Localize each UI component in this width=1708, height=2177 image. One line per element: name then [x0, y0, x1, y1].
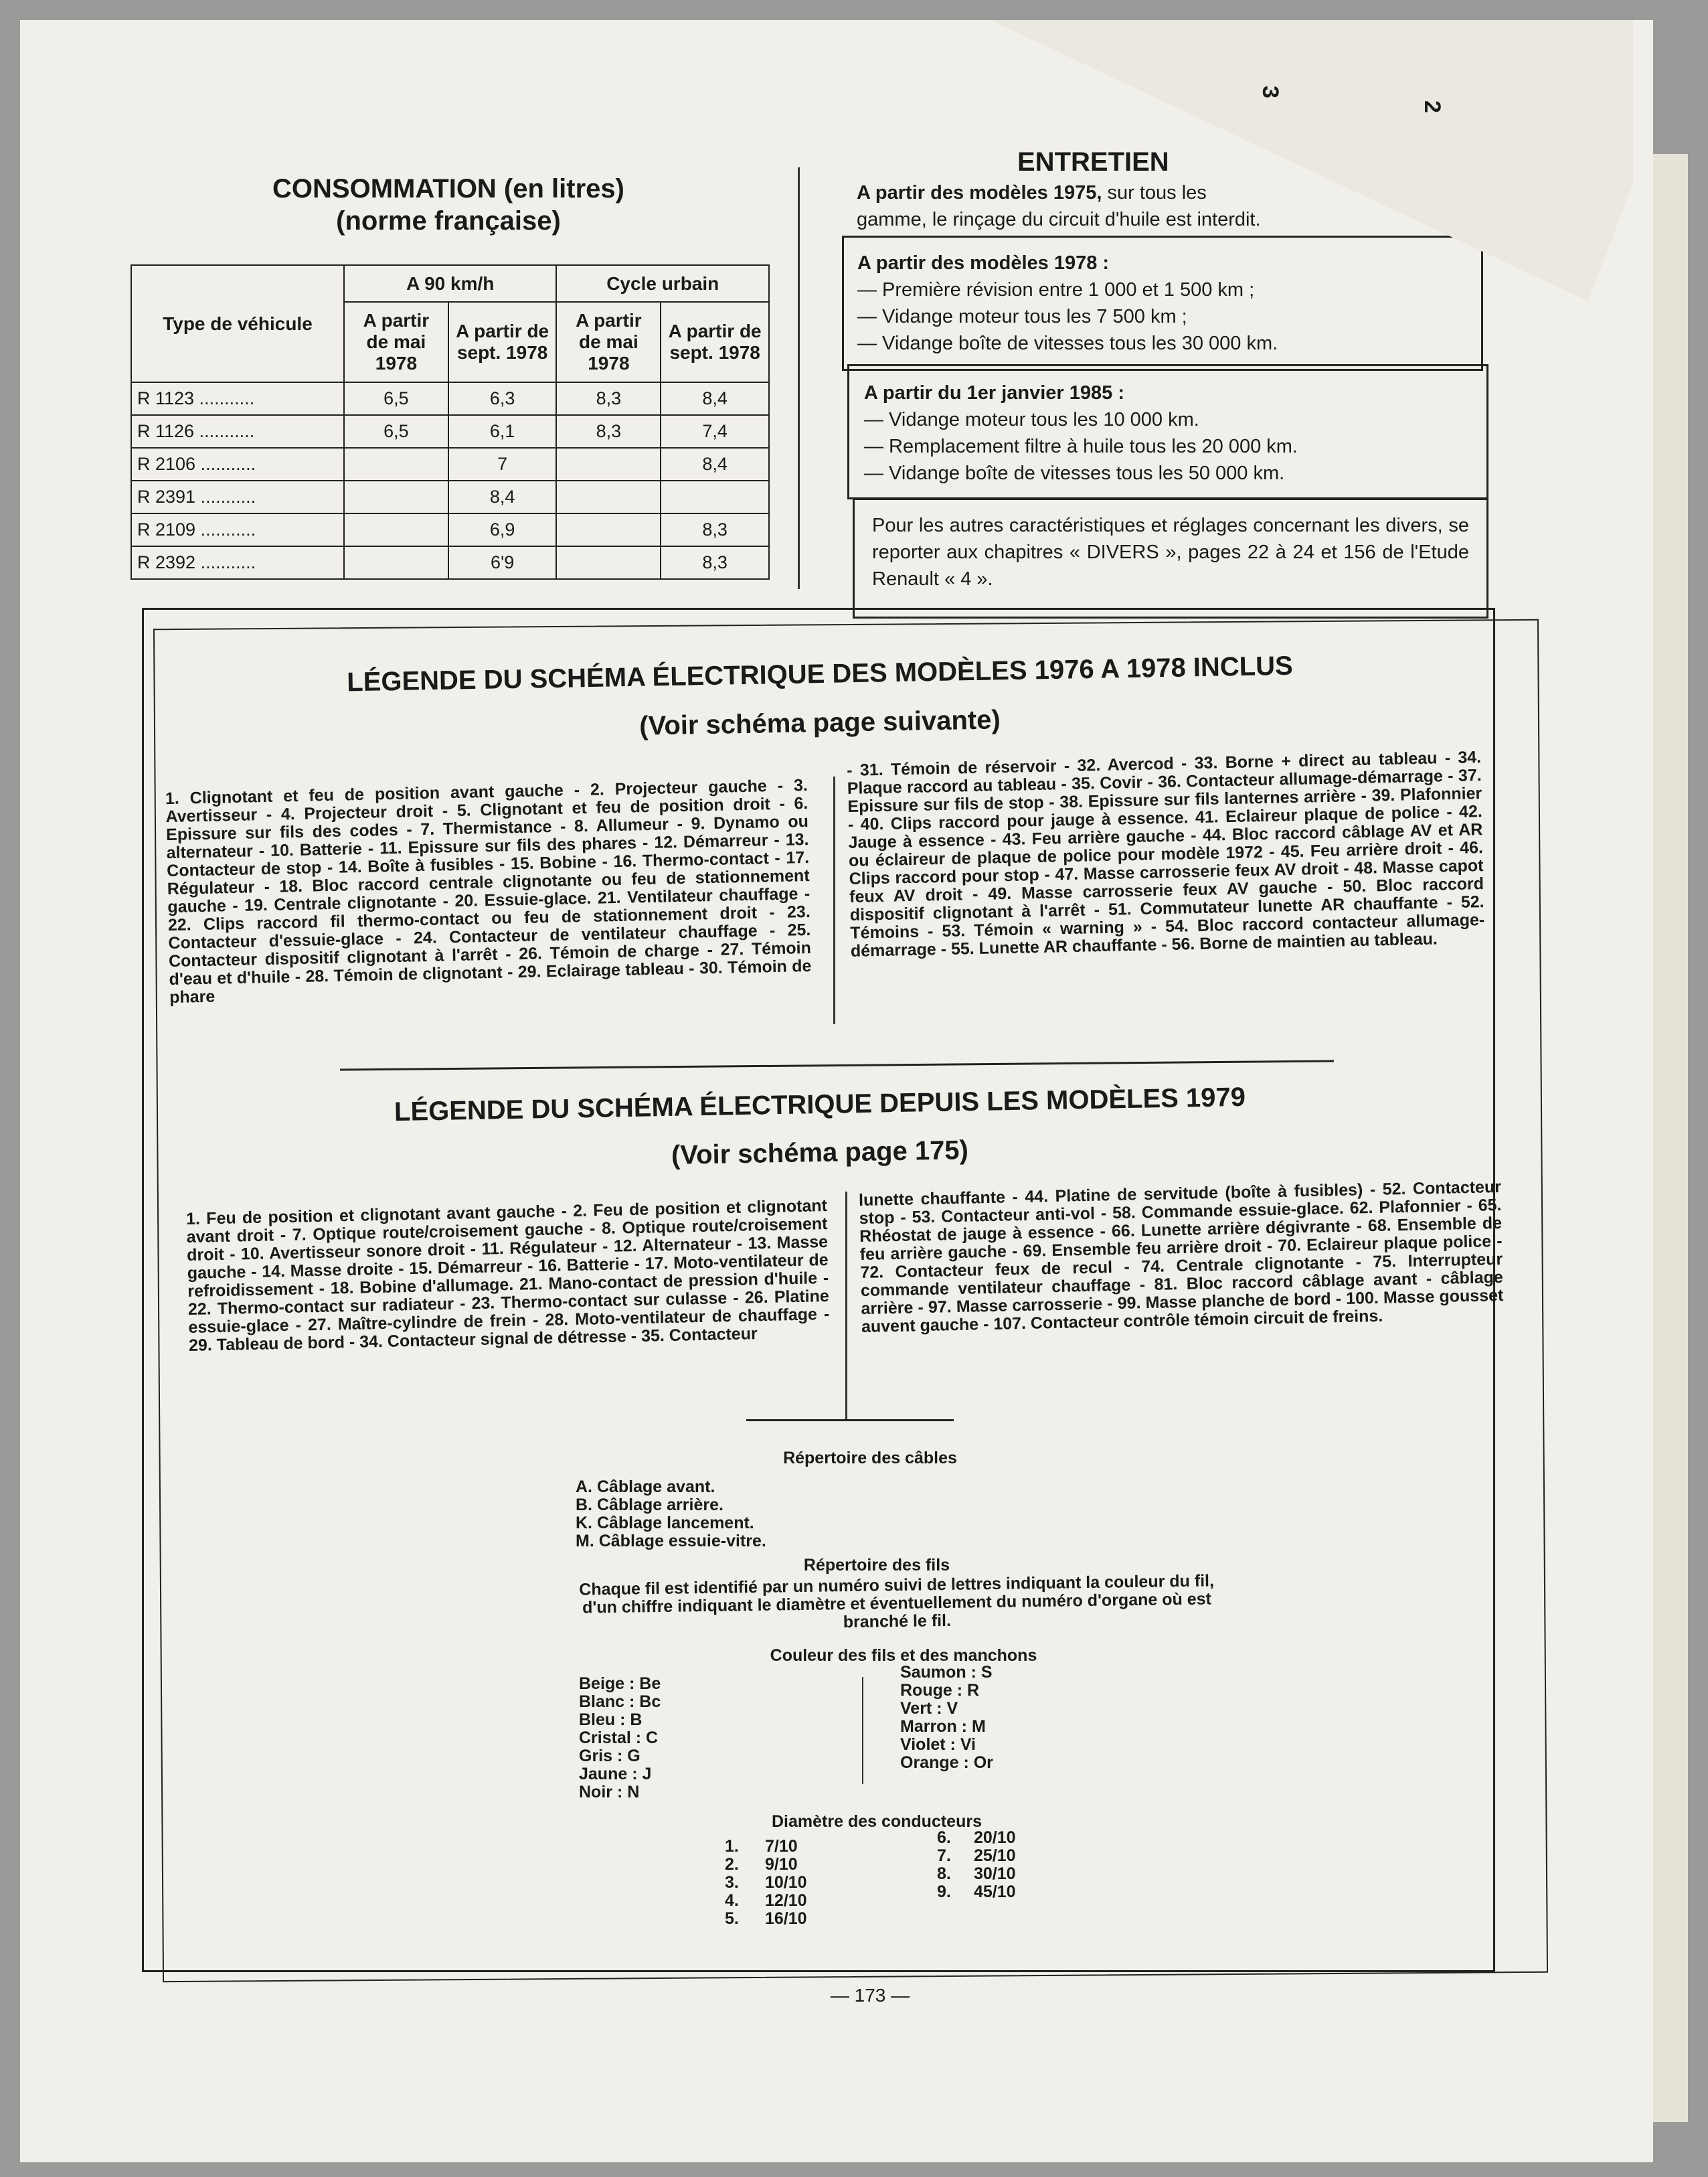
- value-cell: 8,4: [661, 382, 769, 415]
- diameter-number: 5.: [725, 1909, 739, 1928]
- header-cycle-urbain: Cycle urbain: [556, 265, 769, 302]
- diametre-right-num: [937, 1829, 970, 1901]
- entretien-box-1985: [847, 364, 1488, 499]
- color-code: Cristal : C: [579, 1728, 659, 1747]
- value-cell: 7: [448, 448, 557, 481]
- diameter-number: 4.: [725, 1891, 739, 1910]
- legend1-left-column: 1. Clignotant et feu de position avant gauche - 2. Projecteur gauche - 3. Avertisseur - 4. Projecteur droit - 5. Clignotant et feu de position droit - 6. Epissure sur fils des codes - 7. Thermistance - 8. Allumeur - 9. Dynamo ou alternateur - 10. Batterie - 11. Epissure sur fils des phares - 12. Démarreur - 13. Contacteur de stop - 14. Boîte à fusibles - 15. Bobine - 16. Thermo-contact - 17. Régulateur - 18. Bloc raccord centrale clignotante ou feu de stationnement gauche - 19. Centrale clignotante - 20. Essuie-glace. 21. Ventilateur chauffage - 22. Clips raccord fil thermo-contact ou feu de stationnement droit - 23. Contacteur d'essuie-glace - 24. Contacteur de ventilateur chauffage - 25. Contacteur dispositif clignotant à l'arrêt - 26. Témoin de charge - 27. Témoin d'eau et d'huile - 28. Témoin de clignotant - 29. Eclairage tableau - 30. Témoin de phare: [165, 775, 812, 1007]
- diametre-right-val: [974, 1829, 1054, 1901]
- color-code: Beige : Be: [579, 1674, 661, 1693]
- entretien-intro-rest: sur tous les: [1107, 182, 1207, 204]
- column-divider: [798, 167, 800, 589]
- value-cell: [556, 513, 661, 546]
- diameter-value: 9/10: [765, 1855, 798, 1874]
- color-code: Violet : Vi: [900, 1735, 976, 1754]
- value-cell: [344, 513, 448, 546]
- cable-item: A. Câblage avant.: [576, 1477, 715, 1496]
- diametre-left-num: [725, 1838, 758, 1928]
- value-cell: 6'9: [448, 546, 557, 579]
- diametre-left-val: [765, 1838, 845, 1928]
- value-cell: 8,3: [556, 415, 661, 448]
- couleurs-left: [579, 1675, 746, 1801]
- box-item: — Première révision entre 1 000 et 1 500 km ;: [857, 279, 1255, 301]
- color-code: Saumon : S: [900, 1663, 993, 1682]
- couleurs-right: [900, 1664, 1068, 1772]
- diameter-number: 7.: [937, 1846, 951, 1865]
- vehicle-type: R 1126 ...........: [131, 415, 344, 448]
- diameter-number: 9.: [937, 1882, 951, 1901]
- cable-item: B. Câblage arrière.: [576, 1496, 723, 1514]
- diametre-title: Diamètre des conducteurs: [772, 1812, 982, 1831]
- table-row: [131, 382, 769, 415]
- vehicle-type: R 2392 ...........: [131, 546, 344, 579]
- value-cell: 7,4: [661, 415, 769, 448]
- consumption-title: [187, 173, 709, 237]
- cables-title: Répertoire des câbles: [783, 1449, 957, 1467]
- value-cell: [661, 481, 769, 513]
- box-title: A partir des modèles 1978 :: [857, 252, 1110, 274]
- diameter-number: 1.: [725, 1837, 739, 1856]
- cables-list: [576, 1478, 910, 1550]
- box-item: — Vidange boîte de vitesses tous les 30 000 km.: [857, 333, 1278, 354]
- color-code: Gris : G: [579, 1747, 640, 1765]
- table-row: [131, 448, 769, 481]
- diameter-value: 20/10: [974, 1828, 1016, 1847]
- diameter-value: 45/10: [974, 1882, 1016, 1901]
- value-cell: 8,4: [448, 481, 557, 513]
- value-cell: [344, 481, 448, 513]
- diameter-value: 25/10: [974, 1846, 1016, 1865]
- consumption-title-line2: (norme française): [336, 206, 561, 236]
- legend1-title: LÉGENDE DU SCHÉMA ÉLECTRIQUE DES MODÈLES 1976 A 1978 INCLUS: [346, 651, 1294, 698]
- header-90kmh: A 90 km/h: [344, 265, 556, 302]
- value-cell: 6,5: [344, 415, 448, 448]
- box-item: — Remplacement filtre à huile tous les 20 000 km.: [864, 436, 1298, 457]
- box-item: — Vidange boîte de vitesses tous les 50 000 km.: [864, 463, 1285, 484]
- legend1-right-column: - 31. Témoin de réservoir - 32. Avercod - 33. Borne + direct au tableau - 34. Plaque raccord au tableau - 35. Covir - 36. Contacteur allumage-démarrage - 37. Epissure sur fils de stop - 38. Epissure sur fils lanternes arrière - 39. Plafonnier - 40. Clips raccord pour jauge à essence. 41. Eclaireur plaque de police - 42. Jauge à essence - 43. Feu arrière gauche - 44. Bloc raccord câblage AV et AR ou éclaireur de plaque de police pour modèle 1972 - 45. Feu arrière droit - 46. Clips raccord pour stop - 47. Masse carrosserie feux AV droit - 48. Masse capot feux AV droit - 49. Masse carrosserie feux AV gauche - 50. Bloc raccord dispositif clignotant à l'arrêt - 51. Commutateur lunette AR chauffante - 52. Témoins - 53. Témoin « warning » - 54. Bloc raccord contacteur allumage-démarrage - 55. Lunette AR chauffante - 56. Borne de maintien au tableau.: [846, 748, 1485, 961]
- diameter-number: 2.: [725, 1855, 739, 1874]
- vehicle-type: R 2109 ...........: [131, 513, 344, 546]
- header-type: Type de véhicule: [131, 265, 344, 382]
- legend2-left-column: 1. Feu de position et clignotant avant gauche - 2. Feu de position et clignotant avant droit - 7. Optique route/croisement gauche - 8. Optique route/croisement droit - 10. Avertisseur sonore droit - 11. Régulateur - 12. Alternateur - 13. Masse gauche - 14. Masse droite - 15. Démarreur - 16. Batterie - 17. Moto-ventilateur de refroidissement - 18. Bobine d'allumage. 21. Mano-contact de pression d'huile - 22. Thermo-contact sur radiateur - 23. Thermo-contact sur culasse - 26. Platine essuie-glace - 27. Maître-cylindre de frein - 28. Moto-ventilateur de chauffage - 29. Tableau de bord - 34. Contacteur signal de détresse - 35. Contacteur: [185, 1196, 830, 1356]
- legend2-divider: [845, 1192, 847, 1419]
- box-item: — Vidange moteur tous les 10 000 km.: [864, 409, 1199, 430]
- color-code: Rouge : R: [900, 1681, 980, 1700]
- color-code: Blanc : Bc: [579, 1692, 661, 1711]
- diameter-value: 12/10: [765, 1891, 807, 1910]
- table-row: [131, 546, 769, 579]
- fold-number: 2: [1419, 100, 1445, 113]
- legend2-title: LÉGENDE DU SCHÉMA ÉLECTRIQUE DEPUIS LES MODÈLES 1979: [394, 1082, 1246, 1127]
- table-row: [131, 481, 769, 513]
- value-cell: 8,3: [661, 546, 769, 579]
- subheader: A partir de mai 1978: [344, 302, 448, 382]
- subheader: A partir de sept. 1978: [448, 302, 557, 382]
- couleurs-divider: [862, 1677, 863, 1784]
- diameter-number: 3.: [725, 1873, 739, 1892]
- entretien-box-1978: [842, 236, 1483, 371]
- value-cell: [344, 546, 448, 579]
- entretien-box-divers: [853, 498, 1488, 619]
- entretien-intro-line2: gamme, le rinçage du circuit d'huile est interdit.: [857, 209, 1261, 230]
- legend2-subtitle: (Voir schéma page 175): [671, 1135, 969, 1170]
- diameter-value: 10/10: [765, 1873, 807, 1892]
- color-code: Orange : Or: [900, 1753, 993, 1772]
- legend2-right-column: lunette chauffante - 44. Platine de servitude (boîte à fusibles) - 52. Contacteur stop - 53. Contacteur anti-vol - 58. Commande essuie-glace. 62. Plafonnier - 65. Rhéostat de jauge à essence - 66. Lunette arrière dégivrante - 68. Ensemble de feu arrière gauche - 69. Ensemble feu arrière droit - 70. Eclaireur plaque police - 72. Contacteur feux de recul - 74. Centrale clignotante - 75. Interrupteur commande ventilateur chauffage - 81. Bloc raccord câblage avant - câblage arrière - 97. Masse carrosserie - 99. Masse planche de bord - 100. Masse gousset auvent gauche - 107. Contacteur contrôle témoin circuit de freins.: [858, 1177, 1504, 1337]
- fils-title: Répertoire des fils: [803, 1556, 950, 1575]
- box-title: A partir du 1er janvier 1985 :: [864, 382, 1124, 404]
- color-code: Noir : N: [579, 1783, 640, 1801]
- value-cell: 8,3: [556, 382, 661, 415]
- subheader: A partir de sept. 1978: [661, 302, 769, 382]
- diameter-number: 8.: [937, 1864, 951, 1883]
- color-code: Jaune : J: [579, 1765, 652, 1783]
- value-cell: 6,3: [448, 382, 557, 415]
- subheader: A partir de mai 1978: [556, 302, 661, 382]
- consumption-table: [131, 264, 770, 580]
- entretien-title: ENTRETIEN: [1017, 147, 1169, 177]
- color-code: Bleu : B: [579, 1710, 643, 1729]
- diameter-value: 30/10: [974, 1864, 1016, 1883]
- fils-text: Chaque fil est identifié par un numéro suivi de lettres indiquant la couleur du fil, d'un chiffre indiquant le diamètre et éventuellement du numéro d'organe où est branché le fil.: [579, 1571, 1215, 1632]
- value-cell: 6,5: [344, 382, 448, 415]
- short-separator: [746, 1419, 954, 1421]
- value-cell: [344, 448, 448, 481]
- cable-item: K. Câblage lancement.: [576, 1514, 754, 1532]
- diameter-value: 16/10: [765, 1909, 807, 1928]
- consumption-title-line1: CONSOMMATION (en litres): [272, 174, 624, 204]
- cable-item: M. Câblage essuie-vitre.: [576, 1532, 766, 1550]
- fold-number: 3: [1257, 86, 1283, 98]
- vehicle-type: R 2391 ...........: [131, 481, 344, 513]
- table-row: [131, 513, 769, 546]
- value-cell: 8,3: [661, 513, 769, 546]
- entretien-intro-bold: A partir des modèles 1975,: [857, 182, 1102, 204]
- box-item: — Vidange moteur tous les 7 500 km ;: [857, 306, 1187, 327]
- entretien-intro: [857, 179, 1379, 233]
- color-code: Marron : M: [900, 1717, 986, 1736]
- value-cell: [556, 546, 661, 579]
- color-code: Vert : V: [900, 1699, 958, 1718]
- value-cell: 6,9: [448, 513, 557, 546]
- legend1-subtitle: (Voir schéma page suivante): [638, 705, 1001, 741]
- table-row: [131, 415, 769, 448]
- diameter-number: 6.: [937, 1828, 951, 1847]
- page-number: — 173 —: [830, 1985, 910, 2006]
- diameter-value: 7/10: [765, 1837, 798, 1856]
- value-cell: 8,4: [661, 448, 769, 481]
- value-cell: [556, 481, 661, 513]
- legend1-divider: [833, 777, 835, 1024]
- value-cell: [556, 448, 661, 481]
- value-cell: 6,1: [448, 415, 557, 448]
- vehicle-type: R 2106 ...........: [131, 448, 344, 481]
- divers-text: Pour les autres caractéristiques et réglages concernant les divers, se reporter aux chapitres « DIVERS », pages 22 à 24 et 156 de l'Etude Renault « 4 ».: [872, 515, 1469, 590]
- vehicle-type: R 1123 ...........: [131, 382, 344, 415]
- couleurs-title: Couleur des fils et des manchons: [770, 1646, 1037, 1665]
